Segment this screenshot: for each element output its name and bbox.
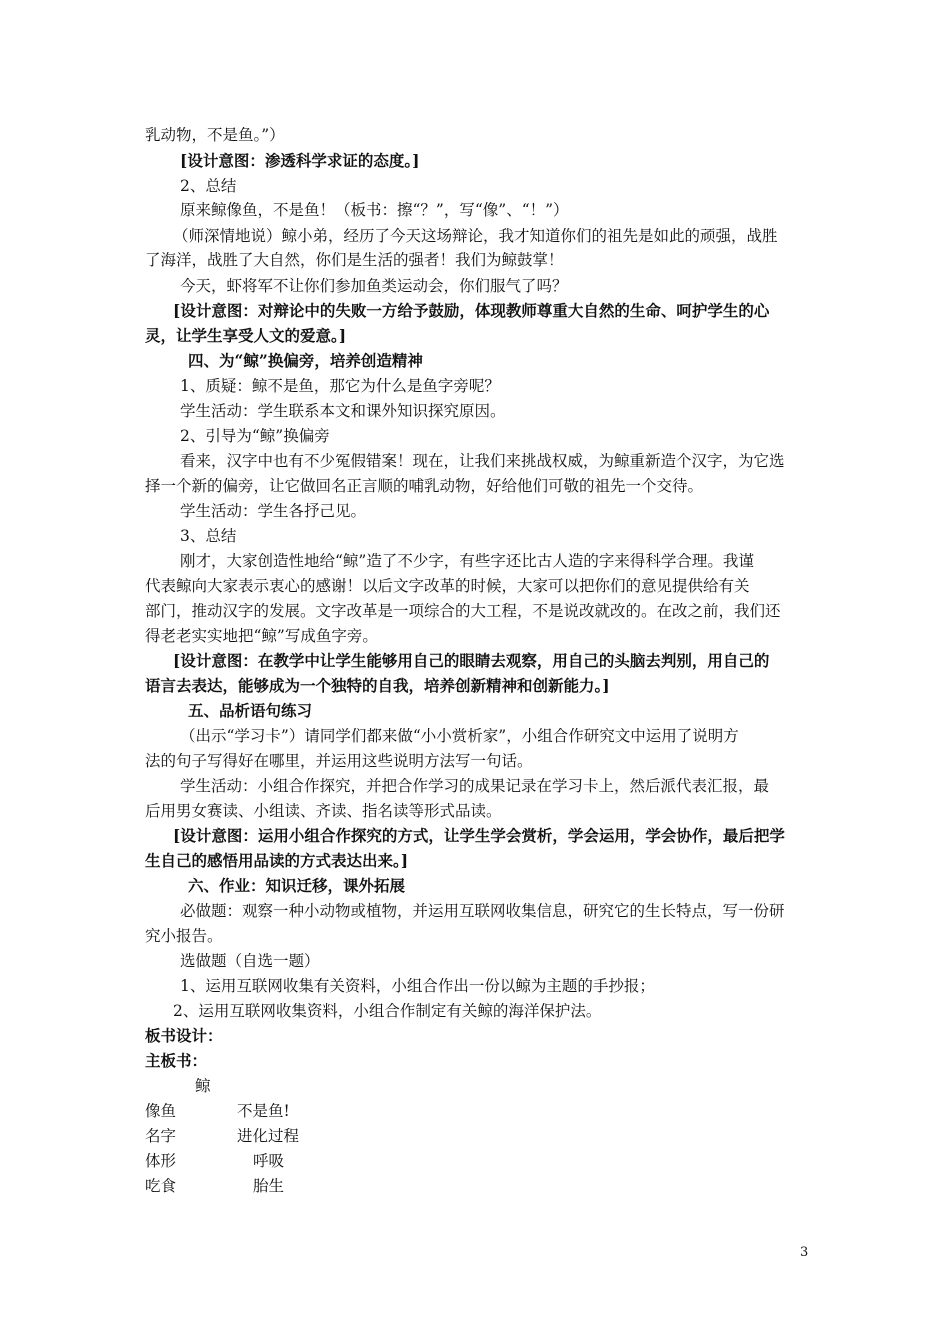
design-intent-note: [设计意图：对辩论中的失败一方给予鼓励，体现教师尊重大自然的生命、呵护学生的心 — [173, 301, 770, 320]
paragraph-line: 选做题（自选一题） — [180, 952, 320, 970]
design-intent-note: 生自己的感悟用品读的方式表达出来。] — [145, 851, 409, 870]
board-design-heading: 板书设计： — [145, 1026, 223, 1045]
paragraph-line: 法的句子写得好在哪里，并运用这些说明方法写一句话。 — [145, 752, 533, 770]
design-intent-note: 灵，让学生享受人文的爱意。] — [145, 326, 347, 345]
list-item: 1、运用互联网收集有关资料，小组合作出一份以鲸为主题的手抄报； — [180, 977, 655, 995]
design-intent-note: 语言去表达，能够成为一个独特的自我，培养创新精神和创新能力。] — [145, 676, 610, 695]
paragraph-line: 原来鲸像鱼，不是鱼！（板书：擦“？”，写“像”、“！”） — [180, 201, 569, 219]
board-item: 吃食 — [145, 1177, 177, 1195]
paragraph-line: 乳动物，不是鱼。”） — [145, 126, 285, 144]
design-intent-note: [设计意图：渗透科学求证的态度。] — [180, 151, 420, 170]
board-item: 像鱼 — [145, 1102, 177, 1120]
step-heading: 2、引导为“鲸”换偏旁 — [180, 427, 330, 445]
paragraph-line: 究小报告。 — [145, 927, 223, 945]
section-heading: 五、品析语句练习 — [188, 701, 313, 720]
step-heading: 2、总结 — [180, 177, 237, 195]
board-item: 进化过程 — [237, 1127, 300, 1145]
page-number: 3 — [800, 1245, 809, 1260]
board-item: 不是鱼! — [237, 1102, 290, 1120]
paragraph-line: 学生活动：学生各抒己见。 — [180, 502, 367, 520]
paragraph-line: 看来，汉字中也有不少冤假错案！现在，让我们来挑战权威，为鲸重新造个汉字，为它选 — [180, 452, 785, 470]
paragraph-line: 今天，虾将军不让你们参加鱼类运动会，你们服气了吗？ — [180, 277, 568, 295]
board-item: 呼吸 — [253, 1152, 285, 1170]
paragraph-line: 得老老实实地把“鲸”写成鱼字旁。 — [145, 627, 378, 645]
board-item: 体形 — [145, 1152, 177, 1170]
section-heading: 四、为“鲸”换偏旁，培养创造精神 — [188, 351, 423, 370]
design-intent-note: [设计意图：运用小组合作探究的方式，让学生学会赏析，学会运用，学会协作，最后把学 — [173, 826, 785, 845]
paragraph-line: （师深情地说）鲸小弟，经历了今天这场辩论，我才知道你们的祖先是如此的顽强，战胜 — [173, 227, 778, 245]
paragraph-line: 择一个新的偏旁，让它做回名正言顺的哺乳动物，好给他们可敬的祖先一个交待。 — [145, 477, 704, 495]
board-item: 名字 — [145, 1127, 177, 1145]
paragraph-line: 部门，推动汉字的发展。文字改革是一项综合的大工程，不是说改就改的。在改之前，我们还 — [145, 602, 781, 620]
step-heading: 1、质疑：鲸不是鱼，那它为什么是鱼字旁呢？ — [180, 377, 500, 395]
paragraph-line: 学生活动：小组合作探究，并把合作学习的成果记录在学习卡上，然后派代表汇报，最 — [180, 777, 770, 795]
paragraph-line: 刚才，大家创造性地给“鲸”造了不少字，有些字还比古人造的字来得科学合理。我谨 — [180, 552, 754, 570]
board-item: 胎生 — [253, 1177, 285, 1195]
design-intent-note: [设计意图：在教学中让学生能够用自己的眼睛去观察，用自己的头脑去判别，用自己的 — [173, 651, 770, 670]
paragraph-line: 后用男女赛读、小组读、齐读、指名读等形式品读。 — [145, 802, 502, 820]
paragraph-line: 代表鲸向大家表示衷心的感谢！以后文字改革的时候，大家可以把你们的意见提供给有关 — [145, 577, 750, 595]
board-title: 鲸 — [195, 1077, 211, 1095]
paragraph-line: 了海洋，战胜了大自然，你们是生活的强者！我们为鲸鼓掌！ — [145, 251, 564, 269]
section-heading: 六、作业：知识迁移，课外拓展 — [188, 876, 406, 895]
step-heading: 3、总结 — [180, 527, 237, 545]
paragraph-line: （出示“学习卡”）请同学们都来做“小小赏析家”，小组合作研究文中运用了说明方 — [180, 727, 739, 745]
main-board-heading: 主板书： — [145, 1051, 208, 1070]
paragraph-line: 学生活动：学生联系本文和课外知识探究原因。 — [180, 402, 506, 420]
list-item: 2、运用互联网收集资料，小组合作制定有关鲸的海洋保护法。 — [173, 1002, 602, 1020]
paragraph-line: 必做题：观察一种小动物或植物，并运用互联网收集信息，研究它的生长特点，写一份研 — [180, 902, 785, 920]
